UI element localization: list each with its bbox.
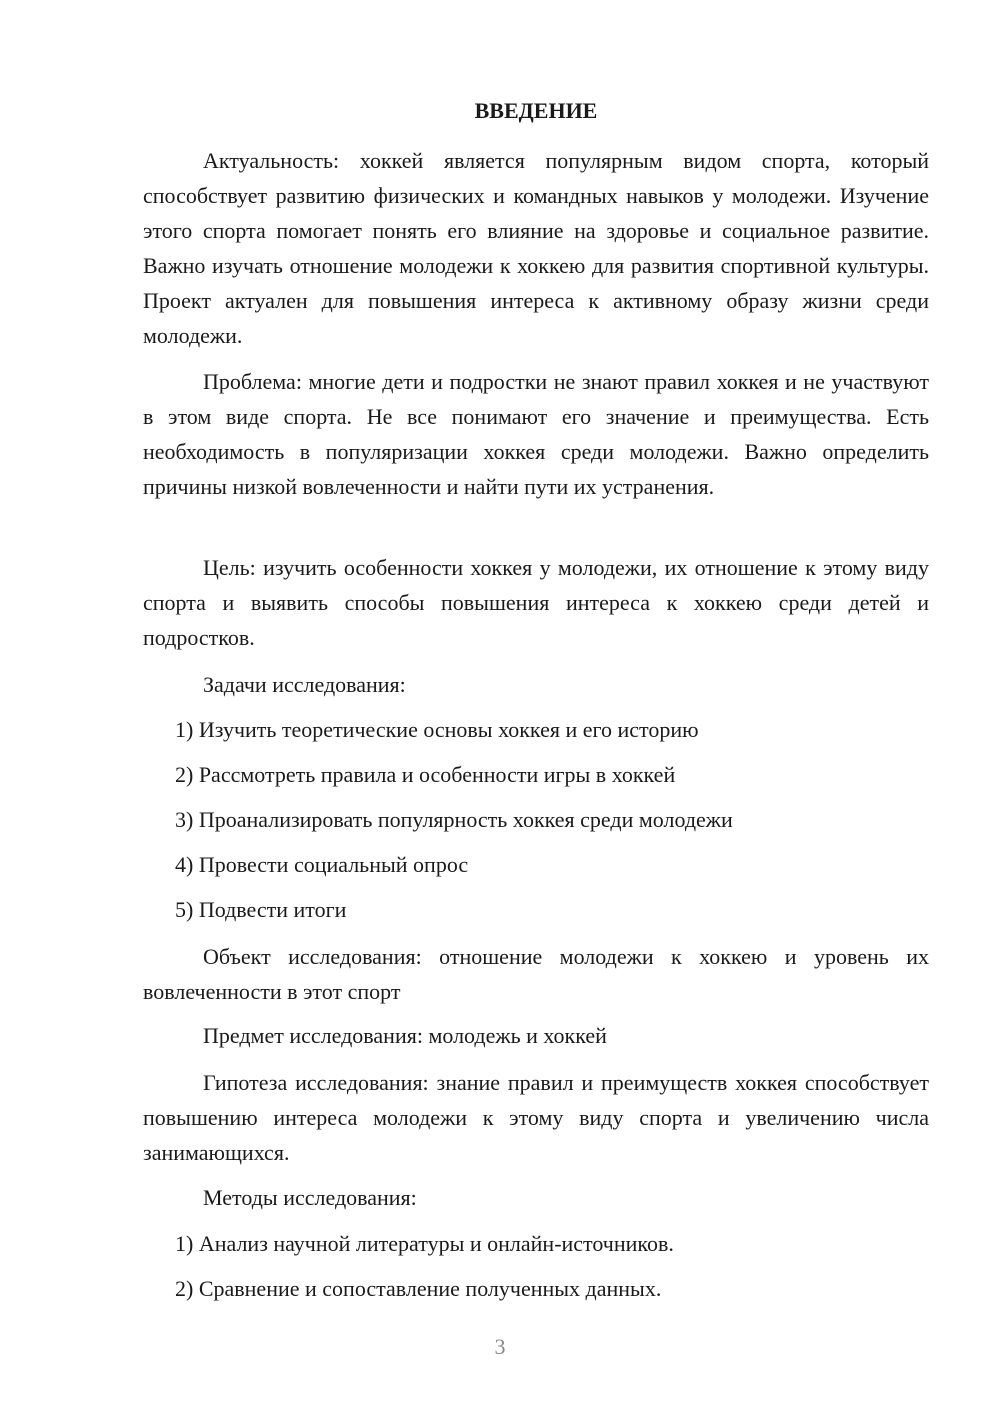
method-item: 2) Сравнение и сопоставление полученных данных. [175, 1276, 662, 1301]
goal-paragraph: Цель: изучить особенности хоккея у молодежи, их отношение к этому виду спорта и выявить способы повышения интереса к хоккею среди детей и подростков. [143, 555, 929, 650]
relevance-paragraph: Актуальность: хоккей является популярным видом спорта, который способствует развитию физических и командных навыков у молодежи. Изучение этого спорта помогает понять его влияние на здоровье и социальное развитие. Важно изучать отношение молодежи к хоккею для развития спортивной культуры. Проект актуален для повышения интереса к активному образу жизни среди молодежи. [143, 148, 929, 348]
hypothesis-paragraph: Гипотеза исследования: знание правил и преимуществ хоккея способствует повышению интереса молодежи к этому виду спорта и увеличению числа занимающихся. [143, 1070, 929, 1165]
task-item: 5) Подвести итоги [175, 897, 347, 922]
task-item: 1) Изучить теоретические основы хоккея и его историю [175, 717, 699, 742]
problem-paragraph: Проблема: многие дети и подростки не знают правил хоккея и не участвуют в этом виде спорта. Не все понимают его значение и преимущества. Есть необходимость в популяризации хоккея среди молодежи. Важно определить причины низкой вовлеченности и найти пути их устранения. [143, 369, 929, 499]
methods-heading: Методы исследования: [203, 1185, 417, 1210]
task-item: 2) Рассмотреть правила и особенности игры в хоккей [175, 762, 676, 787]
subject-line: Предмет исследования: молодежь и хоккей [203, 1023, 607, 1048]
task-item: 3) Проанализировать популярность хоккея среди молодежи [175, 807, 733, 832]
page-title: ВВЕДЕНИЕ [474, 98, 598, 123]
page-number: 3 [494, 1334, 506, 1359]
task-item: 4) Провести социальный опрос [175, 852, 469, 877]
tasks-heading: Задачи исследования: [203, 672, 406, 697]
method-item: 1) Анализ научной литературы и онлайн-источников. [175, 1231, 674, 1256]
object-paragraph: Объект исследования: отношение молодежи к хоккею и уровень их вовлеченности в этот спорт [143, 944, 929, 1004]
